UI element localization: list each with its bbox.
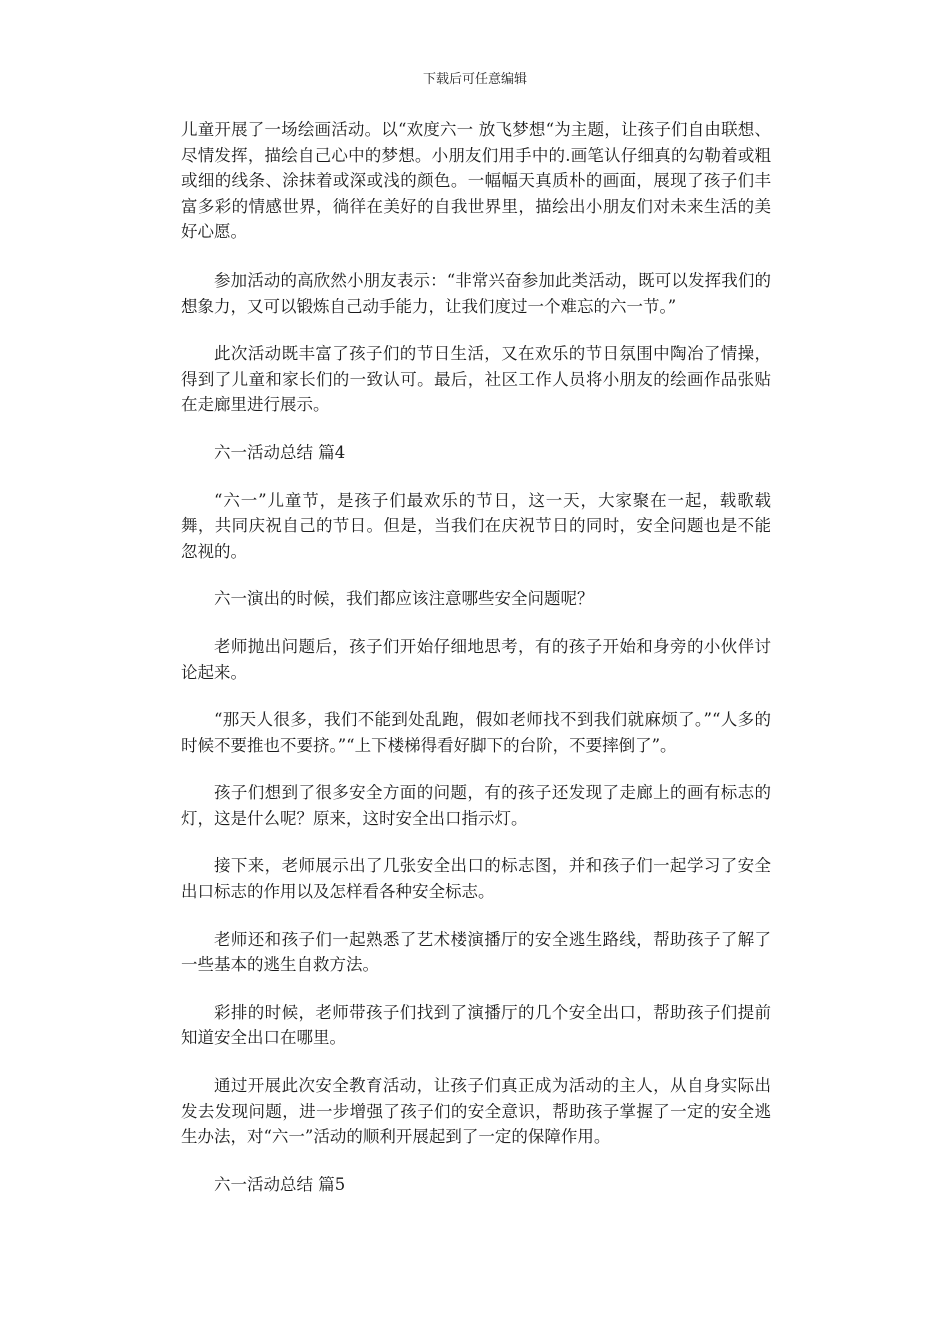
paragraph: 老师抛出问题后，孩子们开始仔细地思考，有的孩子开始和身旁的小伙伴讨论起来。: [181, 636, 771, 682]
section-heading: 六一活动总结 篇5: [214, 1174, 346, 1194]
paragraph: 儿童开展了一场绘画活动。以“欢度六一 放飞梦想“为主题，让孩子们自由联想、尽情发挥，描绘自己心中的梦想。小朋友们用手中的.画笔认仔细真的勾勒着或粗或细的线条、涂抹着或深或浅的颜色。一幅幅天真质朴的画面，展现了孩子们丰富多彩的情感世界，徜徉在美好的自我世界里，描绘出小朋友们对未来生活的美好心愿。: [181, 120, 771, 242]
document-body: [181, 117, 771, 1197]
paragraph: 六一演出的时候，我们都应该注意哪些安全问题呢？: [214, 589, 594, 609]
paragraph: “六一”儿童节，是孩子们最欢乐的节日，这一天，大家聚在一起，载歌载舞，共同庆祝自己的节日。但是，当我们在庆祝节日的同时，安全问题也是不能忽视的。: [181, 490, 771, 561]
paragraph: 此次活动既丰富了孩子们的节日生活，又在欢乐的节日氛围中陶冶了情操，得到了儿童和家长们的一致认可。最后，社区工作人员将小朋友的绘画作品张贴在走廊里进行展示。: [181, 344, 771, 415]
paragraph: 接下来，老师展示出了几张安全出口的标志图，并和孩子们一起学习了安全出口标志的作用以及怎样看各种安全标志。: [181, 856, 771, 902]
paragraph: 参加活动的高欣然小朋友表示：“非常兴奋参加此类活动，既可以发挥我们的想象力，又可以锻炼自己动手能力，让我们度过一个难忘的六一节。”: [181, 270, 771, 316]
section-heading: 六一活动总结 篇4: [214, 442, 346, 462]
paragraph: 通过开展此次安全教育活动，让孩子们真正成为活动的主人，从自身实际出发去发现问题，进一步增强了孩子们的安全意识，帮助孩子掌握了一定的安全逃生办法，对“六一”活动的顺利开展起到了一定的保障作用。: [181, 1076, 771, 1147]
paragraph: 老师还和孩子们一起熟悉了艺术楼演播厅的安全逃生路线，帮助孩子了解了一些基本的逃生自救方法。: [181, 929, 771, 975]
paragraph: 彩排的时候，老师带孩子们找到了演播厅的几个安全出口，帮助孩子们提前知道安全出口在哪里。: [181, 1002, 771, 1048]
page-header: 下载后可任意编辑: [422, 72, 527, 87]
paragraph: 孩子们想到了很多安全方面的问题，有的孩子还发现了走廊上的画有标志的灯，这是什么呢？原来，这时安全出口指示灯。: [181, 783, 771, 828]
paragraph: “那天人很多，我们不能到处乱跑，假如老师找不到我们就麻烦了。”“人多的时候不要推也不要挤。”“上下楼梯得看好脚下的台阶，不要摔倒了”。: [181, 710, 771, 755]
